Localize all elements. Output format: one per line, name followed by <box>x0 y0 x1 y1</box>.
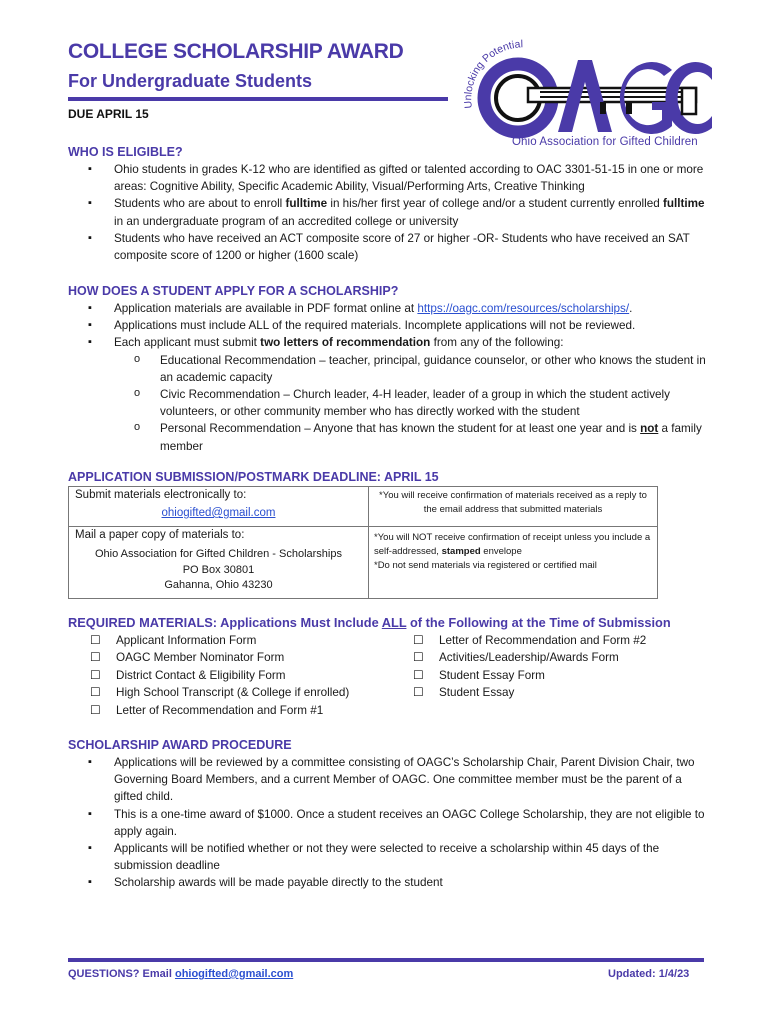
logo-caption: Ohio Association for Gifted Children <box>512 136 698 148</box>
sub-list-item: o Educational Recommendation – teacher, principal, guidance counselor, or other who knows the student in an academic capacity <box>134 352 708 386</box>
eligible-heading: WHO IS ELIGIBLE? <box>68 145 183 159</box>
required-list-left <box>90 632 349 719</box>
submission-email-link[interactable]: ohiogifted@gmail.com <box>161 507 276 519</box>
checklist-item[interactable]: ☐ High School Transcript (& College if enrolled) <box>90 684 349 701</box>
eligible-list <box>88 161 708 264</box>
checklist-item[interactable]: ☐ Applicant Information Form <box>90 632 349 649</box>
mail-label: Mail a paper copy of materials to: <box>75 529 245 541</box>
list-item: ▪ Students who are about to enroll fulltime in his/her first year of college and/or a student currently enrolled fulltime in an undergraduate program of an accredited college or university <box>88 195 708 229</box>
checklist-item[interactable]: ☐ District Contact & Eligibility Form <box>90 667 349 684</box>
mail-note: *You will NOT receive confirmation of receipt unless you include a self-addressed, stamped envelope *Do not send materials via registered or certified mail <box>369 527 658 599</box>
checklist-item[interactable]: ☐ Activities/Leadership/Awards Form <box>413 649 646 666</box>
checklist-item[interactable]: ☐ Letter of Recommendation and Form #2 <box>413 632 646 649</box>
procedure-heading: SCHOLARSHIP AWARD PROCEDURE <box>68 738 292 752</box>
checklist-item[interactable]: ☐ OAGC Member Nominator Form <box>90 649 349 666</box>
page-subtitle: For Undergraduate Students <box>68 71 313 91</box>
title-divider <box>68 97 448 101</box>
scholarships-link[interactable]: https://oagc.com/resources/scholarships/ <box>417 302 630 315</box>
apply-list <box>88 300 708 455</box>
recommendation-types <box>134 352 708 455</box>
list-item: ▪ This is a one-time award of $1000. Once a student receives an OAGC College Scholarship, they are not eligible to apply again. <box>88 806 708 840</box>
footer-updated: Updated: 1/4/23 <box>608 968 690 980</box>
submission-table <box>68 486 658 599</box>
due-date: DUE APRIL 15 <box>68 107 149 121</box>
list-item: ▪ Applications will be reviewed by a committee consisting of OAGC’s Scholarship Chair, Parent Division Chair, two Governing Board Members, and a current Member of OAGC. One committee member must be the parent of a gifted child. <box>88 754 708 806</box>
mail-cell <box>69 527 369 599</box>
list-item: ▪ Scholarship awards will be made payable directly to the student <box>88 874 708 891</box>
apply-heading: HOW DOES A STUDENT APPLY FOR A SCHOLARSHIP? <box>68 284 399 298</box>
sub-list-item: o Personal Recommendation – Anyone that has known the student for at least one year and is not a family member <box>134 420 708 454</box>
sub-list-item: o Civic Recommendation – Church leader, 4-H leader, leader of a group in which the student actively volunteers, or other community member who has directly worked with the student <box>134 386 708 420</box>
submission-heading: APPLICATION SUBMISSION/POSTMARK DEADLINE: APRIL 15 <box>68 470 439 484</box>
checklist-item[interactable]: ☐ Student Essay Form <box>413 667 646 684</box>
list-item: ▪ Each applicant must submit two letters of recommendation from any of the following: o Educational Recommendation – teacher, principal, guidance counselor, or other who knows the student in an academic capacity o Civic Recommendation – Church leader, 4-H leader, leader of a group in which the student actively volunteers, or other community member who has directly worked with the student o Personal Recommendation – Anyone that has known the student for at least one year and is not a family member <box>88 334 708 454</box>
page-title: COLLEGE SCHOLARSHIP AWARD <box>68 40 404 63</box>
electronic-note: *You will receive confirmation of materials received as a reply to the email address that submitted materials <box>369 487 658 527</box>
list-item: ▪ Application materials are available in PDF format online at https://oagc.com/resources/scholarships/. <box>88 300 708 317</box>
checklist-item[interactable]: ☐ Student Essay <box>413 684 646 701</box>
electronic-label: Submit materials electronically to: <box>75 489 247 501</box>
checklist-item[interactable]: ☐ Letter of Recommendation and Form #1 <box>90 702 349 719</box>
list-item: ▪ Applications must include ALL of the required materials. Incomplete applications will not be reviewed. <box>88 317 708 334</box>
footer-email-link[interactable]: ohiogifted@gmail.com <box>174 968 294 980</box>
electronic-cell <box>69 487 369 527</box>
footer-questions: QUESTIONS? Email ohiogifted@gmail.com <box>68 968 294 980</box>
logo-tagline: Unlocking Potential <box>462 38 524 109</box>
list-item: ▪ Ohio students in grades K-12 who are identified as gifted or talented according to OAC 3301-51-15 in one or more areas: Cognitive Ability, Specific Academic Ability, Visual/Performing Arts, Creative Thinking <box>88 161 708 195</box>
mailing-address: Ohio Association for Gifted Children - Scholarships PO Box 30801 Gahanna, Ohio 43230 <box>94 548 342 591</box>
procedure-list <box>88 754 708 892</box>
list-item: ▪ Applicants will be notified whether or not they were selected to receive a scholarship within 45 days of the submission deadline <box>88 840 708 874</box>
required-list-right <box>413 632 646 702</box>
required-heading: REQUIRED MATERIALS: Applications Must Include ALL of the Following at the Time of Submission <box>68 615 671 630</box>
footer-divider <box>68 958 704 962</box>
list-item: ▪ Students who have received an ACT composite score of 27 or higher -OR- Students who have received an SAT composite score of 1200 or higher (1600 scale) <box>88 230 708 264</box>
